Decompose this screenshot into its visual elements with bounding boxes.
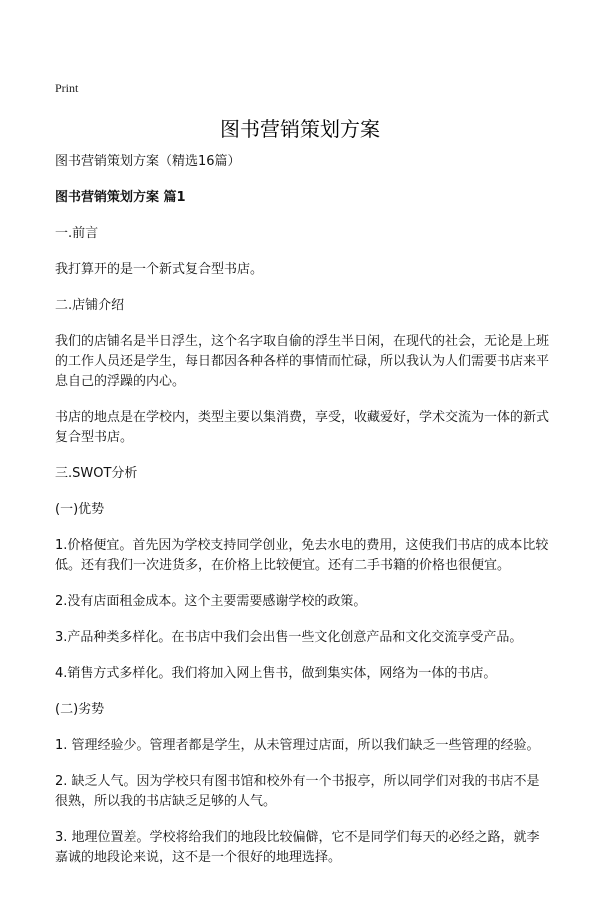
- heading-swot: 三.SWOT分析: [55, 466, 138, 481]
- heading-strengths: (一)优势: [55, 502, 105, 517]
- heading-weaknesses: (二)劣势: [55, 702, 105, 717]
- paragraph: 2.没有店面租金成本。这个主要需要感谢学校的政策。: [55, 594, 367, 609]
- heading-preface: 一.前言: [55, 226, 99, 241]
- paragraph: 书店的地点是在学校内，类型主要以集消费，享受，收藏爱好，学术交流为一体的新式复合型书店。: [55, 410, 550, 445]
- paragraph: 我打算开的是一个新式复合型书店。: [55, 262, 264, 277]
- paragraph: 3.产品种类多样化。在书店中我们会出售一些文化创意产品和文化交流享受产品。: [55, 630, 523, 645]
- paragraph: 我们的店铺名是半日浮生，这个名字取自偷的浮生半日闲，在现代的社会，无论是上班的工作人员还是学生，每日都因各种各样的事情而忙碌，所以我认为人们需要书店来平息自己的浮躁的内心。: [55, 334, 550, 389]
- paragraph: 3. 地理位置差。学校将给我们的地段比较偏僻，它不是同学们每天的必经之路，就李嘉诚的地段论来说，这不是一个很好的地理选择。: [55, 830, 540, 865]
- paragraph: 4.销售方式多样化。我们将加入网上售书，做到集实体，网络为一体的书店。: [55, 666, 497, 681]
- paragraph: 2. 缺乏人气。因为学校只有图书馆和校外有一个书报亭，所以同学们对我的书店不是很熟，所以我的书店缺乏足够的人气。: [55, 774, 540, 809]
- paragraph: 1.价格便宜。首先因为学校支持同学创业，免去水电的费用，这使我们书店的成本比较低。还有我们一次进货多，在价格上比较便宜。还有二手书籍的价格也很便宜。: [55, 538, 549, 573]
- document-title: 图书营销策划方案: [220, 117, 380, 141]
- paragraph-subtitle: 图书营销策划方案（精选16篇）: [55, 154, 241, 169]
- document-body: [55, 152, 550, 884]
- print-label: Print: [55, 81, 79, 95]
- paragraph: 1. 管理经验少。管理者都是学生，从未管理过店面，所以我们缺乏一些管理的经验。: [55, 738, 540, 753]
- section-heading: 图书营销策划方案 篇1: [55, 190, 186, 205]
- heading-store-intro: 二.店铺介绍: [55, 298, 125, 313]
